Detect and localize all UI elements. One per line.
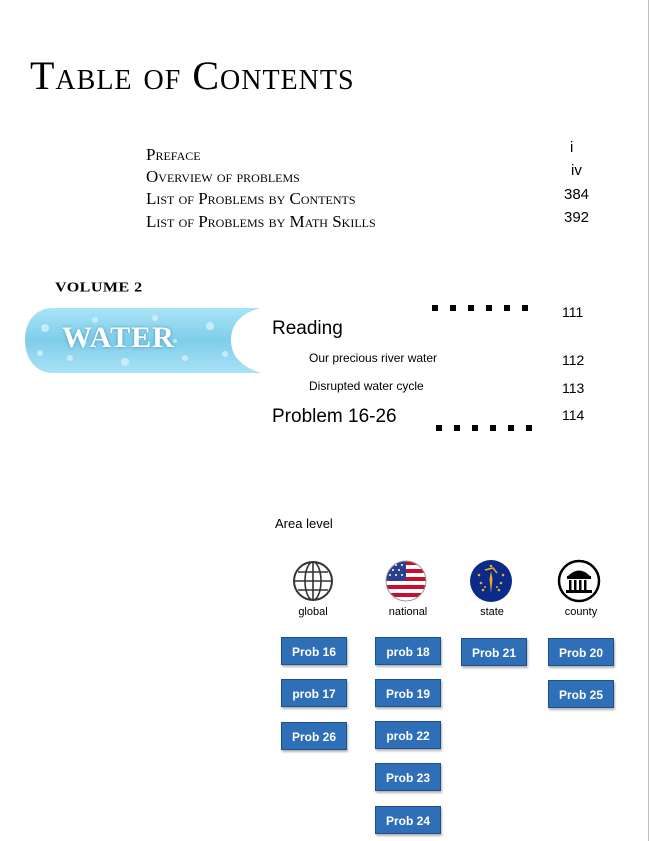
prob-16-button[interactable]: Prob 16 [281,637,347,665]
volume-label: VOLUME 2 [55,280,143,295]
prob-20-button[interactable]: Prob 20 [548,638,614,666]
prob-24-button[interactable]: Prob 24 [375,806,441,834]
toc-list-math-page: 392 [564,209,590,226]
toc-overview[interactable]: Overview of problems [146,167,300,186]
us-flag-icon [384,559,428,603]
level-state-label: state [480,606,504,618]
problems-page: 114 [562,407,585,423]
reading-page: 111 [562,304,584,320]
level-global-label: global [298,606,328,618]
toc-overview-page: iv [571,162,582,179]
leader-dots-top [432,305,532,313]
prob-19-button[interactable]: Prob 19 [375,679,441,707]
area-level-label: Area level [275,516,333,531]
banner-title: WATER [62,321,175,354]
prob-22-button[interactable]: prob 22 [375,721,441,749]
state-seal-icon [469,559,513,603]
prob-23-button[interactable]: Prob 23 [375,763,441,791]
toc-preface[interactable]: Preface [146,145,201,164]
sub-river-water-page: 112 [562,352,585,368]
prob-25-button[interactable]: Prob 25 [548,680,614,708]
reading-heading[interactable]: Reading [272,318,343,339]
prob-26-button[interactable]: Prob 26 [281,722,347,750]
sub-water-cycle[interactable]: Disrupted water cycle [309,379,424,393]
prob-17-button[interactable]: prob 17 [281,679,347,707]
toc-list-contents-page: 384 [564,186,590,203]
sub-river-water[interactable]: Our precious river water [309,351,438,365]
problems-heading[interactable]: Problem 16-26 [272,406,397,427]
level-county-label: county [564,606,598,618]
toc-preface-page: i [570,139,574,156]
level-national-label: national [388,606,428,618]
prob-21-button[interactable]: Prob 21 [461,638,527,666]
courthouse-icon [557,559,601,603]
prob-18-button[interactable]: prob 18 [375,637,441,665]
page-title: Table of Contents [30,53,355,98]
toc-list-contents[interactable]: List of Problems by Contents [146,189,356,208]
toc-list-math[interactable]: List of Problems by Math Skills [146,212,376,231]
leader-dots-bottom [436,425,536,433]
sub-water-cycle-page: 113 [562,380,585,396]
globe-icon [291,559,335,603]
